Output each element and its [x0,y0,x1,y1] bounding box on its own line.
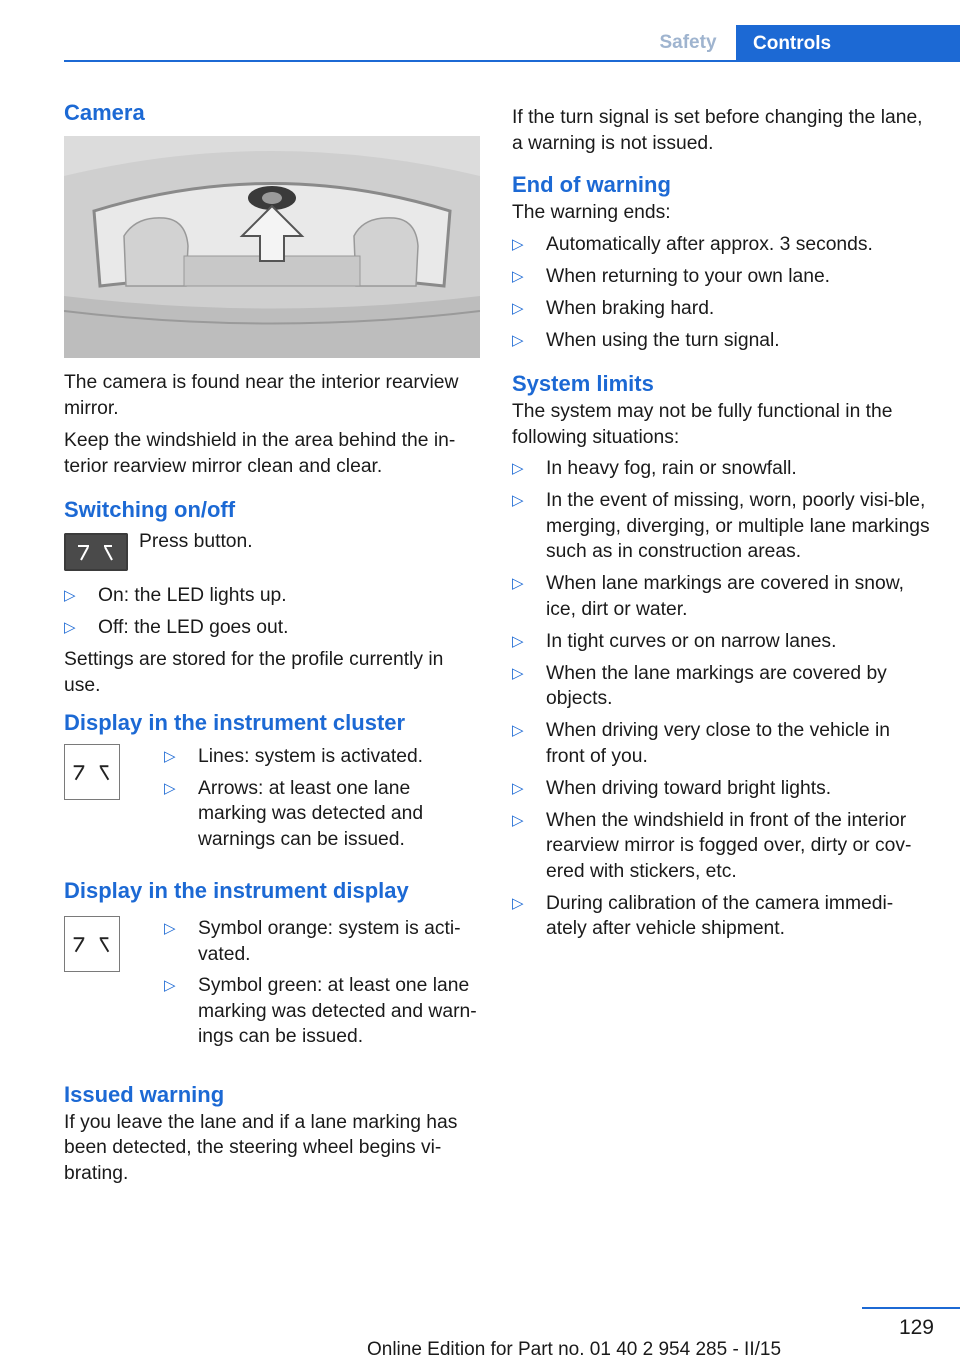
bullet-icon: ▷ [512,664,524,682]
cluster-list [164,744,482,852]
bullet-icon: ▷ [512,460,524,477]
left-column [64,98,482,1193]
list-item: ▷ When lane markings are covered in snow, ice, dirt or water. [512,573,904,620]
list-item: ▷ Automatically after approx. 3 seconds. [512,232,932,258]
bullet-icon: ▷ [512,811,524,829]
display-list [164,916,482,1050]
bullet-icon: ▷ [512,331,524,349]
end-lead-text: The warning ends: [512,202,671,223]
bullet-icon: ▷ [512,299,524,317]
list-item: ▷ When driving very close to the vehicle in front of you. [512,720,891,767]
limits-lead-text: The system may not be fully functional in the following situations: [512,401,893,448]
lane-departure-symbol-icon [64,744,120,800]
bullet-icon: ▷ [512,722,524,739]
camera-clean-text: Keep the windshield in the area behind the in‐terior rearview mirror clean and clear. [64,430,456,477]
list-item: ▷ When returning to your own lane. [512,264,932,290]
list-item: ▷ When the windshield in front of the interior rearview mirror is fogged over, dirty or cov‐ered with stickers, etc. [512,809,912,882]
list-item: ▷ Lines: system is activated. [164,744,482,770]
list-item: ▷ When using the turn signal. [512,328,932,354]
end-list [512,232,932,354]
limits-list [512,456,932,942]
list-item: ▷ Symbol orange: system is acti‐vated. [164,918,461,965]
page-number: 129 [898,1316,934,1339]
list-item: ▷ During calibration of the camera immedi‐ately after vehicle shipment. [512,892,894,939]
end-of-warning-heading: End of warning [512,172,671,197]
switch-list [64,583,482,641]
system-limits-heading: System limits [512,371,654,396]
edition-text: Online Edition for Part no. 01 40 2 954 285 - II/15 [366,1339,782,1360]
bullet-icon: ▷ [512,632,524,650]
bullet-icon: ▷ [512,492,524,509]
turn-signal-text: If the turn signal is set before changing the lane, a warning is not issued. [512,107,923,154]
bullet-icon: ▷ [64,587,76,604]
tab-controls[interactable]: Controls [736,25,960,62]
bullet-icon: ▷ [512,779,524,797]
display-row [64,916,482,1050]
list-item: ▷ In tight curves or on narrow lanes. [512,629,932,655]
list-item: ▷ In heavy fog, rain or snowfall. [512,456,932,482]
list-item: ▷ When braking hard. [512,296,932,322]
press-button-text: Press button. [139,531,253,552]
header-rule [64,60,960,62]
page-header [0,0,960,62]
display-heading: Display in the instrument display [64,878,409,903]
bullet-icon: ▷ [512,267,524,285]
right-column [512,105,932,948]
bullet-icon: ▷ [164,779,176,797]
issued-warning-heading: Issued warning [64,1081,225,1107]
bullet-icon: ▷ [512,894,524,912]
bullet-icon: ▷ [64,619,76,636]
lane-departure-symbol-icon [64,916,120,972]
switching-heading: Switching on/off [64,497,236,522]
cluster-row [64,744,482,852]
camera-location-text: The camera is found near the interior rearview mirror. [64,372,459,419]
list-item: ▷ When the lane markings are covered by objects. [512,662,887,709]
list-item: ▷ Off: the LED goes out. [64,615,482,641]
list-item: ▷ When driving toward bright lights. [512,776,932,802]
lane-departure-button-icon [64,533,128,571]
bullet-icon: ▷ [164,748,176,765]
cluster-heading: Display in the instrument cluster [64,710,406,735]
bullet-icon: ▷ [512,235,524,253]
press-button-row [64,529,482,573]
list-item: ▷ Symbol green: at least one lane marking was detected and warn‐ings can be issued. [164,975,477,1047]
bullet-icon: ▷ [164,920,176,937]
list-item: ▷ In the event of missing, worn, poorly visi‐ble, merging, diverging, or multiple lane markings such as in construction areas. [512,490,930,562]
issued-warning-text: If you leave the lane and if a lane marking has been detected, the steering wheel begins vi‐brating. [64,1111,458,1184]
camera-photo [64,136,480,358]
settings-text: Settings are stored for the profile currently in use. [64,649,444,696]
bullet-icon: ▷ [164,977,176,994]
list-item: ▷ Arrows: at least one lane marking was detected and warnings can be issued. [164,777,424,850]
camera-heading: Camera [64,100,145,125]
list-item: ▷ On: the LED lights up. [64,583,482,609]
tab-safety[interactable]: Safety [659,31,717,53]
bullet-icon: ▷ [512,575,524,592]
footer-rule [862,1307,960,1309]
